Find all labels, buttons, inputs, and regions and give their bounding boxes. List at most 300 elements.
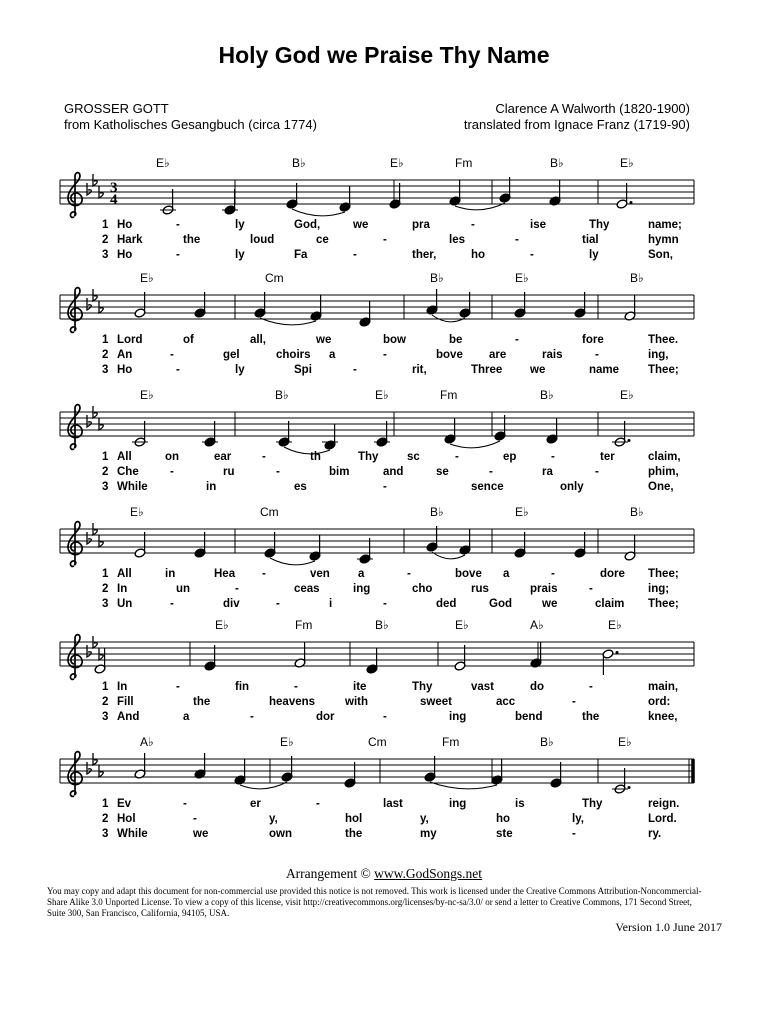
lyric-syllable: Thee; xyxy=(648,568,679,580)
chord-symbol: Fm xyxy=(440,388,458,402)
lyric-syllable: All xyxy=(117,568,132,580)
lyric-syllable: and xyxy=(383,466,404,478)
lyric-line-verse-1 xyxy=(60,219,700,234)
lyric-syllable: main, xyxy=(648,681,679,693)
lyric-syllable: Thee. xyxy=(648,334,679,346)
lyric-syllable: es xyxy=(294,481,307,493)
verse-number: 1 xyxy=(102,681,109,693)
note xyxy=(616,183,632,209)
note xyxy=(612,768,631,794)
lyric-syllable: One, xyxy=(648,481,674,493)
treble-clef xyxy=(68,635,82,680)
lyric-syllable: - xyxy=(176,364,180,376)
lyric-syllable: ly, xyxy=(572,813,584,825)
lyric-syllable: - xyxy=(170,466,174,478)
flat-icon xyxy=(87,183,91,195)
lyric-syllable: - xyxy=(235,583,239,595)
lyric-syllable: th xyxy=(310,451,321,463)
lyric-syllable: phim, xyxy=(648,466,679,478)
lyric-syllable: God, xyxy=(294,219,321,231)
lyric-syllable: er xyxy=(250,798,261,810)
note xyxy=(602,649,618,675)
lyric-syllable: - xyxy=(193,813,197,825)
lyric-syllable: un xyxy=(176,583,191,595)
lyric-syllable: ry. xyxy=(648,828,662,840)
lyric-line-verse-2 xyxy=(60,583,700,598)
chord-symbol: E♭ xyxy=(140,388,154,402)
chord-symbol: E♭ xyxy=(390,156,404,170)
note xyxy=(366,648,378,674)
lyric-syllable: of xyxy=(183,334,194,346)
lyric-syllable: - xyxy=(250,711,254,723)
note xyxy=(444,418,456,444)
chord-symbol: B♭ xyxy=(540,735,554,749)
lyric-syllable: fore xyxy=(582,334,604,346)
lyric-syllable: ho xyxy=(471,249,486,261)
note xyxy=(132,421,148,447)
lyric-syllable: only xyxy=(560,481,584,493)
lyric-syllable: ly xyxy=(235,364,245,376)
lyric-syllable: y, xyxy=(269,813,278,825)
lyric-syllable: a xyxy=(503,568,510,580)
flat-icon xyxy=(87,415,91,427)
lyric-line-verse-1 xyxy=(60,798,700,813)
verse-number: 2 xyxy=(102,349,109,361)
lyric-syllable: Ho xyxy=(117,219,133,231)
note xyxy=(276,421,292,447)
lyric-syllable: on xyxy=(165,451,180,463)
lyric-syllable: own xyxy=(269,828,292,840)
lyric-syllable: cho xyxy=(412,583,433,595)
lyric-syllable: - xyxy=(489,466,493,478)
verse-number: 2 xyxy=(102,234,109,246)
note xyxy=(612,421,631,447)
lyric-syllable: a xyxy=(183,711,190,723)
chord-symbol: B♭ xyxy=(430,505,444,519)
lyric-syllable: heavens xyxy=(269,696,316,708)
note xyxy=(134,292,146,318)
chord-symbol: Fm xyxy=(455,156,473,170)
tune-source: from Katholisches Gesangbuch (circa 1774) xyxy=(64,117,317,132)
lyric-syllable: do xyxy=(530,681,545,693)
note xyxy=(624,295,636,321)
flat-icon xyxy=(87,762,91,774)
lyric-syllable: claim xyxy=(595,598,625,610)
chord-symbol: E♭ xyxy=(618,735,632,749)
chord-symbol: Fm xyxy=(295,618,313,632)
lyric-syllable: ly xyxy=(589,249,599,261)
chord-symbol: Cm xyxy=(265,271,284,285)
page-title: Holy God we Praise Thy Name xyxy=(218,42,550,68)
lyric-syllable: - xyxy=(530,249,534,261)
lyric-syllable: in xyxy=(206,481,217,493)
lyric-syllable: Lord xyxy=(117,334,143,346)
lyric-syllable: we xyxy=(353,219,369,231)
verse-number: 2 xyxy=(102,583,109,595)
treble-clef xyxy=(68,173,82,218)
lyric-syllable: Thy xyxy=(582,798,603,810)
lyric-syllable: ite xyxy=(353,681,367,693)
note xyxy=(546,418,558,444)
lyric-syllable: dor xyxy=(316,711,335,723)
slur xyxy=(292,209,345,216)
lyric-syllable: Spi xyxy=(294,364,312,376)
note xyxy=(222,189,238,215)
chord-symbol: E♭ xyxy=(375,388,389,402)
lyric-syllable: - xyxy=(262,451,266,463)
lyric-syllable: ing xyxy=(449,798,467,810)
lyric-syllable: While xyxy=(117,481,148,493)
note xyxy=(194,753,206,779)
lyric-syllable: ven xyxy=(310,568,330,580)
note xyxy=(499,177,511,203)
note xyxy=(550,762,562,788)
version-label: Version 1.0 June 2017 xyxy=(615,920,722,934)
lyric-syllable: Che xyxy=(117,466,139,478)
lyric-syllable: the xyxy=(193,696,211,708)
lyric-syllable: ly xyxy=(235,249,245,261)
lyric-syllable: - xyxy=(551,451,555,463)
chord-symbol: E♭ xyxy=(608,618,622,632)
author-credit: Clarence A Walworth (1820-1900) xyxy=(495,101,690,116)
chord-symbol: B♭ xyxy=(275,388,289,402)
lyric-syllable: Hea xyxy=(214,568,236,580)
lyric-syllable: An xyxy=(117,349,133,361)
lyric-syllable: my xyxy=(420,828,437,840)
lyric-syllable: the xyxy=(345,828,363,840)
lyric-syllable: in xyxy=(165,568,176,580)
lyric-syllable: - xyxy=(383,481,387,493)
lyric-syllable: a xyxy=(358,568,365,580)
lyric-syllable: - xyxy=(595,466,599,478)
lyric-syllable: Ho xyxy=(117,249,133,261)
lyric-syllable: Fa xyxy=(294,249,308,261)
lyric-syllable: bow xyxy=(383,334,406,346)
note xyxy=(459,529,471,555)
lyric-syllable: - xyxy=(276,598,280,610)
verse-number: 1 xyxy=(102,798,109,810)
lyric-syllable: name xyxy=(589,364,620,376)
tune-name: GROSSER GOTT xyxy=(64,101,169,116)
note xyxy=(286,183,298,209)
lyric-syllable: - xyxy=(551,568,555,580)
verse-number: 2 xyxy=(102,813,109,825)
lyric-syllable: bim xyxy=(329,466,350,478)
lyric-line-verse-3 xyxy=(60,828,700,843)
lyric-syllable: ly xyxy=(235,219,245,231)
chord-symbol: E♭ xyxy=(515,505,529,519)
note xyxy=(549,180,561,206)
lyric-syllable: are xyxy=(489,349,507,361)
chord-symbol: A♭ xyxy=(530,618,544,632)
lyric-syllable: ing, xyxy=(648,349,669,361)
lyric-syllable: gel xyxy=(223,349,240,361)
license-notice: You may copy and adapt this document for non-commercial use provided this notice is not removed. This work is licensed under the Creative Commons Attribution-Noncommercial-Share Alike 3.0 Unported License. To view a copy of this license, visit http://creativecommons.org/licenses/by-nc-sa/3.0/ or send a letter to Creative Commons, 171 Second Street, Suite 300, San Francisco, California, 94105, USA. xyxy=(47,886,702,918)
lyric-syllable: - xyxy=(383,598,387,610)
note xyxy=(160,189,176,215)
lyric-syllable: bove xyxy=(455,568,482,580)
lyric-syllable: prais xyxy=(530,583,558,595)
lyric-syllable: sc xyxy=(407,451,420,463)
lyric-syllable: - xyxy=(383,711,387,723)
lyric-syllable: - xyxy=(589,583,593,595)
lyric-syllable: rit, xyxy=(412,364,427,376)
lyric-syllable: Thy xyxy=(589,219,610,231)
note xyxy=(309,535,321,561)
chord-symbol: B♭ xyxy=(630,505,644,519)
lyric-syllable: - xyxy=(407,568,411,580)
lyric-syllable: - xyxy=(262,568,266,580)
lyric-line-verse-1 xyxy=(60,451,700,466)
lyric-line-verse-2 xyxy=(60,813,700,828)
lyric-syllable: ord: xyxy=(648,696,671,708)
lyric-syllable: - xyxy=(176,249,180,261)
time-signature-top: 3 xyxy=(110,180,118,196)
note xyxy=(194,292,206,318)
lyric-syllable: reign. xyxy=(648,798,680,810)
lyric-syllable: - xyxy=(170,598,174,610)
chord-symbol: E♭ xyxy=(620,388,634,402)
lyric-syllable: Hol xyxy=(117,813,136,825)
lyric-syllable: - xyxy=(176,681,180,693)
lyric-syllable: - xyxy=(572,828,576,840)
lyric-syllable: ing xyxy=(449,711,467,723)
lyric-syllable: sence xyxy=(471,481,504,493)
lyric-syllable: - xyxy=(572,696,576,708)
lyric-syllable: i xyxy=(329,598,333,610)
lyric-syllable: - xyxy=(383,234,387,246)
note xyxy=(426,526,438,552)
lyric-syllable: bend xyxy=(515,711,543,723)
treble-clef xyxy=(68,752,82,797)
lyric-syllable: Ev xyxy=(117,798,132,810)
chord-symbol: B♭ xyxy=(292,156,306,170)
lyric-syllable: we xyxy=(530,364,546,376)
slur xyxy=(270,558,315,565)
verse-number: 3 xyxy=(102,249,109,261)
translator-credit: translated from Ignace Franz (1719-90) xyxy=(463,117,690,132)
lyric-syllable: the xyxy=(582,711,600,723)
lyric-line-verse-2 xyxy=(60,466,700,481)
note xyxy=(234,759,246,785)
lyric-syllable: tial xyxy=(582,234,599,246)
note xyxy=(491,759,503,785)
header-left xyxy=(64,101,317,133)
lyric-syllable: ise xyxy=(530,219,546,231)
note xyxy=(339,186,351,212)
staff xyxy=(60,507,696,577)
chord-symbol: E♭ xyxy=(130,505,144,519)
slur xyxy=(432,315,465,322)
chord-symbol: E♭ xyxy=(620,156,634,170)
chord-symbol: E♭ xyxy=(156,156,170,170)
lyric-syllable: Son, xyxy=(648,249,673,261)
chord-symbol: B♭ xyxy=(540,388,554,402)
flat-icon xyxy=(87,532,91,544)
lyric-syllable: pra xyxy=(412,219,430,231)
lyric-syllable: ter xyxy=(600,451,615,463)
music-system-6 xyxy=(60,737,700,887)
lyric-line-verse-1 xyxy=(60,568,700,583)
lyric-syllable: - xyxy=(353,249,357,261)
lyric-syllable: - xyxy=(515,334,519,346)
lyric-syllable: rais xyxy=(542,349,563,361)
lyric-line-verse-3 xyxy=(60,481,700,496)
treble-clef xyxy=(68,405,82,450)
verse-number: 1 xyxy=(102,219,109,231)
lyric-line-verse-3 xyxy=(60,598,700,613)
chord-symbol: B♭ xyxy=(375,618,389,632)
lyric-syllable: ep xyxy=(503,451,517,463)
note xyxy=(514,292,526,318)
lyric-syllable: - xyxy=(383,349,387,361)
lyric-syllable: fin xyxy=(235,681,250,693)
lyric-syllable: the xyxy=(183,234,201,246)
lyric-syllable: ther, xyxy=(412,249,437,261)
lyric-syllable: les xyxy=(449,234,465,246)
lyric-syllable: Thee; xyxy=(648,364,679,376)
chord-symbol: E♭ xyxy=(280,735,294,749)
lyric-syllable: While xyxy=(117,828,148,840)
lyric-syllable: div xyxy=(223,598,240,610)
note xyxy=(459,292,471,318)
lyric-syllable: - xyxy=(316,798,320,810)
staff xyxy=(60,273,696,343)
flat-icon xyxy=(87,645,91,657)
lyric-syllable: ho xyxy=(496,813,511,825)
lyric-syllable: hymn xyxy=(648,234,679,246)
lyric-line-verse-3 xyxy=(60,711,700,726)
note xyxy=(254,292,266,318)
lyric-syllable: ear xyxy=(214,451,232,463)
note xyxy=(134,532,146,558)
lyric-syllable: ing xyxy=(353,583,371,595)
lyric-syllable: choirs xyxy=(276,349,311,361)
note xyxy=(357,538,373,564)
verse-number: 3 xyxy=(102,711,109,723)
note xyxy=(574,532,586,558)
lyric-syllable: bove xyxy=(436,349,463,361)
lyric-syllable: loud xyxy=(250,234,275,246)
lyric-syllable: Lord. xyxy=(648,813,677,825)
lyric-syllable: sweet xyxy=(420,696,452,708)
chord-symbol: E♭ xyxy=(455,618,469,632)
lyric-syllable: se xyxy=(436,466,449,478)
lyric-line-verse-2 xyxy=(60,234,700,249)
verse-number: 3 xyxy=(102,364,109,376)
verse-number: 2 xyxy=(102,466,109,478)
lyric-syllable: vast xyxy=(471,681,495,693)
time-signature-bottom: 4 xyxy=(110,192,118,208)
lyric-syllable: ceas xyxy=(294,583,320,595)
note xyxy=(134,753,146,779)
lyric-syllable: And xyxy=(117,711,140,723)
chord-symbol: Cm xyxy=(368,735,387,749)
lyric-syllable: Thy xyxy=(358,451,379,463)
lyric-syllable: name; xyxy=(648,219,682,231)
lyric-syllable: - xyxy=(515,234,519,246)
lyric-syllable: we xyxy=(193,828,209,840)
lyric-syllable: knee, xyxy=(648,711,678,723)
lyric-syllable: be xyxy=(449,334,463,346)
godsongs-link[interactable]: www.GodSongs.net xyxy=(374,866,483,881)
lyric-syllable: ce xyxy=(316,234,329,246)
note xyxy=(426,289,438,315)
lyric-syllable: ste xyxy=(496,828,513,840)
chord-symbol: Fm xyxy=(442,735,460,749)
lyric-line-verse-1 xyxy=(60,681,700,696)
lyric-syllable: - xyxy=(294,681,298,693)
verse-number: 3 xyxy=(102,598,109,610)
chord-symbol: B♭ xyxy=(550,156,564,170)
verse-number: 1 xyxy=(102,568,109,580)
chord-symbol: E♭ xyxy=(140,271,154,285)
treble-clef xyxy=(68,288,82,333)
lyric-syllable: In xyxy=(117,583,128,595)
lyric-syllable: - xyxy=(170,349,174,361)
chord-symbol: A♭ xyxy=(140,735,154,749)
verse-number: 1 xyxy=(102,334,109,346)
lyric-syllable: In xyxy=(117,681,128,693)
note xyxy=(281,756,293,782)
lyric-syllable: ded xyxy=(436,598,457,610)
lyric-syllable: - xyxy=(353,364,357,376)
note xyxy=(194,532,206,558)
note xyxy=(322,424,338,450)
lyric-syllable: claim, xyxy=(648,451,681,463)
treble-clef xyxy=(68,522,82,567)
note xyxy=(374,421,390,447)
note xyxy=(204,645,216,671)
note xyxy=(424,756,436,782)
chord-symbol: E♭ xyxy=(215,618,229,632)
lyric-syllable: Hark xyxy=(117,234,143,246)
note xyxy=(94,648,106,674)
lyric-syllable: Fill xyxy=(117,696,134,708)
slur xyxy=(450,441,500,448)
lyric-syllable: y, xyxy=(420,813,429,825)
lyric-syllable: a xyxy=(329,349,336,361)
lyric-syllable: - xyxy=(176,219,180,231)
lyric-syllable: Three xyxy=(471,364,503,376)
note xyxy=(359,301,371,327)
chord-symbol: B♭ xyxy=(430,271,444,285)
lyric-syllable: - xyxy=(471,219,475,231)
note xyxy=(530,642,542,668)
lyric-syllable: last xyxy=(383,798,403,810)
lyric-syllable: - xyxy=(589,681,593,693)
lyric-line-verse-1 xyxy=(60,334,700,349)
note xyxy=(310,295,322,321)
lyric-syllable: we xyxy=(542,598,558,610)
note xyxy=(624,535,636,561)
lyric-syllable: ing; xyxy=(648,583,670,595)
note xyxy=(449,180,461,206)
verse-number: 3 xyxy=(102,828,109,840)
note xyxy=(514,532,526,558)
lyric-syllable: Un xyxy=(117,598,133,610)
note xyxy=(389,183,401,209)
lyric-line-verse-3 xyxy=(60,249,700,264)
arrangement-prefix: Arrangement © xyxy=(285,866,371,881)
lyric-syllable: God xyxy=(489,598,512,610)
note xyxy=(344,762,356,788)
lyric-line-verse-2 xyxy=(60,349,700,364)
chord-symbol: B♭ xyxy=(630,271,644,285)
note xyxy=(202,421,218,447)
flat-icon xyxy=(87,298,91,310)
lyric-syllable: hol xyxy=(345,813,363,825)
